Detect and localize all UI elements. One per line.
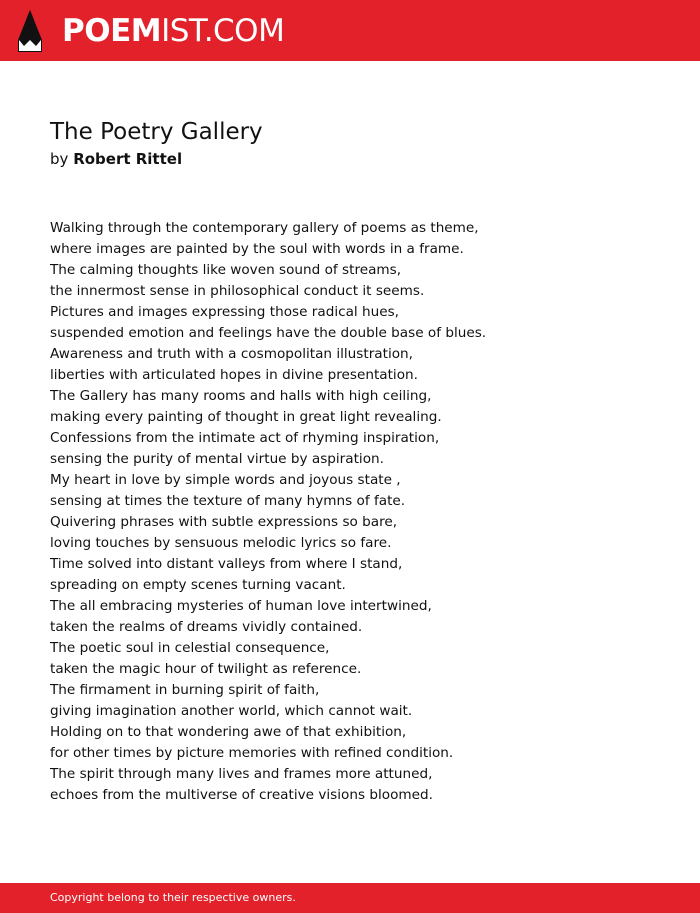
poem-body bbox=[50, 218, 670, 806]
poem-title: The Poetry Gallery bbox=[50, 119, 263, 145]
site-footer bbox=[0, 883, 700, 913]
poem-line: taken the realms of dreams vividly contained. bbox=[50, 619, 363, 635]
poem-line: sensing at times the texture of many hymns of fate. bbox=[50, 493, 406, 509]
poem-line: sensing the purity of mental virtue by aspiration. bbox=[50, 451, 384, 467]
author-name: Robert Rittel bbox=[73, 150, 183, 168]
poem-line: for other times by picture memories with refined condition. bbox=[50, 745, 454, 761]
poem-line: giving imagination another world, which cannot wait. bbox=[50, 703, 413, 719]
poem-line: The all embracing mysteries of human love intertwined, bbox=[50, 598, 432, 614]
poem-line: Quivering phrases with subtle expressions so bare, bbox=[50, 514, 398, 530]
poem-line: The calming thoughts like woven sound of streams, bbox=[50, 262, 402, 278]
poem-line: liberties with articulated hopes in divine presentation. bbox=[50, 367, 418, 383]
byline bbox=[50, 149, 182, 169]
poem-line: The Gallery has many rooms and halls with high ceiling, bbox=[50, 388, 432, 404]
poem-line: making every painting of thought in great light revealing. bbox=[50, 409, 442, 425]
poem-line: Confessions from the intimate act of rhyming inspiration, bbox=[50, 430, 440, 446]
poem-line: loving touches by sensuous melodic lyrics so fare. bbox=[50, 535, 392, 551]
copyright-text: Copyright belong to their respective owners. bbox=[50, 891, 296, 904]
poem-line: where images are painted by the soul with words in a frame. bbox=[50, 241, 464, 257]
poem-line: My heart in love by simple words and joyous state , bbox=[50, 472, 401, 488]
poem-line: spreading on empty scenes turning vacant. bbox=[50, 577, 346, 593]
poem-line: suspended emotion and feelings have the double base of blues. bbox=[50, 325, 487, 341]
poem-line: the innermost sense in philosophical conduct it seems. bbox=[50, 283, 425, 299]
site-header bbox=[0, 0, 700, 61]
pencil-icon bbox=[18, 10, 42, 52]
poem-line: The firmament in burning spirit of faith, bbox=[50, 682, 320, 698]
poem-line: Pictures and images expressing those radical hues, bbox=[50, 304, 400, 320]
poem-line: taken the magic hour of twilight as reference. bbox=[50, 661, 362, 677]
poem-line: echoes from the multiverse of creative visions bloomed. bbox=[50, 787, 433, 803]
by-label: by bbox=[50, 150, 69, 168]
poem-line: Walking through the contemporary gallery of poems as theme, bbox=[50, 220, 479, 236]
site-logo[interactable] bbox=[62, 13, 284, 49]
poem-line: The poetic soul in celestial consequence, bbox=[50, 640, 330, 656]
logo-brand-light: IST.COM bbox=[161, 13, 285, 49]
poem-line: Holding on to that wondering awe of that exhibition, bbox=[50, 724, 407, 740]
poem-line: Awareness and truth with a cosmopolitan illustration, bbox=[50, 346, 413, 362]
poem-line: The spirit through many lives and frames more attuned, bbox=[50, 766, 433, 782]
poem-line: Time solved into distant valleys from where I stand, bbox=[50, 556, 403, 572]
logo-brand-bold: POEM bbox=[62, 13, 162, 49]
